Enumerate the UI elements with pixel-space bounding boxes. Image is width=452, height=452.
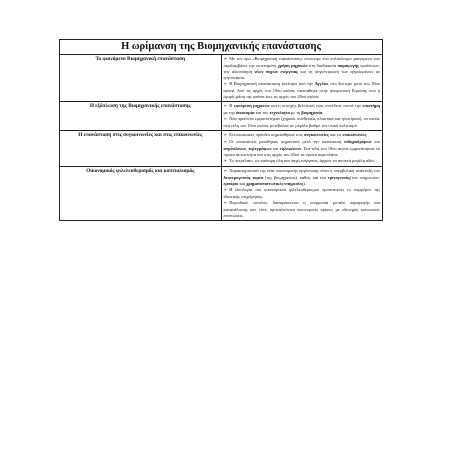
bold-term: νέων πηγών ενέργειας xyxy=(254,69,298,74)
section-content xyxy=(221,102,383,131)
text-run: . xyxy=(322,110,324,115)
text-run: και xyxy=(371,139,380,144)
text-run: Η ιδεολογία του οικονομικού φιλελευθερισμού προστατεύει το συμφέρον της ιδιωτικής επιχείρησης. xyxy=(223,187,380,199)
text-run: και xyxy=(238,181,247,186)
arrow-bullet-icon: ➢ xyxy=(223,159,228,164)
bold-term: δευτερογενούς τομέα xyxy=(223,175,264,180)
text-run: ). xyxy=(303,181,306,186)
text-run: Εντυπωσιακές πρόοδοι σημειώθηκαν στις xyxy=(229,132,305,137)
text-run: με τη xyxy=(289,110,302,115)
text-run: Η xyxy=(229,103,234,108)
bold-term: βιομηχανία xyxy=(301,110,323,115)
arrow-bullet-icon: ➢ xyxy=(223,133,228,138)
text-run: και τις xyxy=(328,132,343,137)
title-row xyxy=(60,40,383,55)
bold-term: σιδηροδρόμων xyxy=(344,139,372,144)
arrow-bullet-icon: ➢ xyxy=(223,201,228,206)
text-run: προϊόντων, την αξιοποίηση xyxy=(223,63,380,74)
section-label: Η επανάσταση στις συγκοινωνίες και στις επικοινωνίες xyxy=(60,131,222,167)
bold-term: επιστήμη xyxy=(362,103,380,108)
text-run: , xyxy=(245,146,249,151)
section-label: Η εξάπλωση της Βιομηχανικής επανάστασης xyxy=(60,102,222,131)
bullet-item xyxy=(224,200,381,219)
text-run: . xyxy=(366,132,368,137)
bold-term: τεχνολογία xyxy=(269,110,290,115)
section-row xyxy=(60,55,383,102)
section-row xyxy=(60,167,383,221)
text-run: και η συνεχής βελτίωσή τους συνέδεσε στενά την xyxy=(269,103,363,108)
text-run: (της βιομηχανίας), καθώς και του xyxy=(263,175,328,180)
bold-term: τηλεγράφων xyxy=(248,146,272,151)
bold-term: τηλεφώνων xyxy=(279,146,302,151)
bullet-item xyxy=(224,81,381,100)
text-run: Νέα προϊόντα εμφανίστηκαν (χημικά, συνθετικά, πλαστικά και ηλεκτρικά), τα οποία, στα τέλη του 19ου αιώνα, μετέβαλαν σε μεγάλο βαθμό τον υλικό πολιτισμό. xyxy=(223,116,380,128)
bullet-item xyxy=(224,187,381,200)
bold-term: χρήση μηχανών xyxy=(277,63,308,68)
bold-term: εμπόριο xyxy=(223,181,239,186)
text-run: και xyxy=(271,146,280,151)
bold-term: εφεύρεση μηχανών xyxy=(233,103,270,108)
bullet-item xyxy=(224,168,381,187)
arrow-bullet-icon: ➢ xyxy=(223,117,228,122)
text-run: στη διαδικασία xyxy=(307,63,338,68)
bold-term: τριτογενούς xyxy=(327,175,350,180)
bold-term: παραγωγής xyxy=(337,63,359,68)
bold-term: ατμόπλοιων xyxy=(223,146,246,151)
section-label: Το φαινόμενο Βιομηχανική επανάσταση xyxy=(60,55,222,102)
arrow-bullet-icon: ➢ xyxy=(223,169,228,174)
text-run: Η Βιομηχανική επανάσταση ξεκίνησε από την xyxy=(229,81,315,86)
text-run: Οι αποστάσεις μειώθηκαν σημαντικά μετά την κατασκευή xyxy=(229,139,345,144)
bold-term: επικοινωνίες xyxy=(342,132,367,137)
section-label: Οικονομικός φιλελευθερισμός και καπιταλισμός xyxy=(60,167,222,221)
bullet-item xyxy=(224,103,381,116)
bullet-item xyxy=(224,56,381,81)
text-run: (των υπηρεσιών: xyxy=(349,175,380,180)
text-run: Περιοδικά, ωστόσο, διαταράσσεται η ισορροπία μεταξύ παραγωγής και κατανάλωσης και, τότε, προκαλούνται οικονομικές κρίσεις με οδυνηρές κοινωνικές επιπτώσεις. xyxy=(223,200,380,218)
bold-term: Αγγλία xyxy=(314,81,328,86)
arrow-bullet-icon: ➢ xyxy=(223,140,228,145)
text-run: Το πετρέλαιο, ως καύσιμη ύλη και πηγή ενέργειας, άρχισε να αποκτά μεγάλη αξία. xyxy=(229,158,375,163)
arrow-bullet-icon: ➢ xyxy=(223,104,228,109)
text-run: και τη συγκέντρωση των εργαζομένων σε εργοστάσια. xyxy=(223,69,380,80)
arrow-bullet-icon: ➢ xyxy=(223,188,228,193)
text-run: με την xyxy=(223,110,236,115)
bold-term: οικονομία xyxy=(235,110,255,115)
arrow-bullet-icon: ➢ xyxy=(223,82,228,87)
bullet-item xyxy=(224,158,381,165)
bullet-item xyxy=(224,116,381,129)
arrow-bullet-icon: ➢ xyxy=(223,57,228,62)
section-content xyxy=(221,131,383,167)
section-content xyxy=(221,55,383,102)
text-run: . Στα τέλη του 19ου αιώνα εμφανίστηκαν τα πρώτα αυτοκίνητα και στις αρχές του 20ού τα πρώτα αεροπλάνα. xyxy=(223,146,380,157)
text-run: Χαρακτηριστικά της νέας οικονομικής οργάνωσης είναι η υπερβολική ανάπτυξη του xyxy=(229,168,380,173)
document-title: Η ωρίμανση της Βιομηχανικής επανάστασης xyxy=(60,40,383,55)
bullet-item xyxy=(224,132,381,139)
text-run: , στο δεύτερο μισό του 18ου αιώνα. Από τις αρχές του 19ου αιώνα, επεκτάθηκε στην ηπειρωτική Ευρώπη, ενώ η ώριμη φάση της φτάνει έως τις αρχές του 20ού αιώνα. xyxy=(223,81,380,99)
text-run: Με τον όρο «Βιομηχανική επανάσταση» εννοούμε ένα πολύπλευρο φαινόμενο που περιλαμβάνει την εκτεταμένη xyxy=(223,56,380,68)
bold-term: συγκοινωνίες xyxy=(304,132,329,137)
text-run: και την xyxy=(254,110,270,115)
section-content xyxy=(221,167,383,221)
section-row xyxy=(60,102,383,131)
bold-term: χρηματοπιστωτικές υπηρεσίες xyxy=(246,181,304,186)
section-row xyxy=(60,131,383,167)
bullet-item xyxy=(224,139,381,158)
summary-table xyxy=(59,39,383,221)
